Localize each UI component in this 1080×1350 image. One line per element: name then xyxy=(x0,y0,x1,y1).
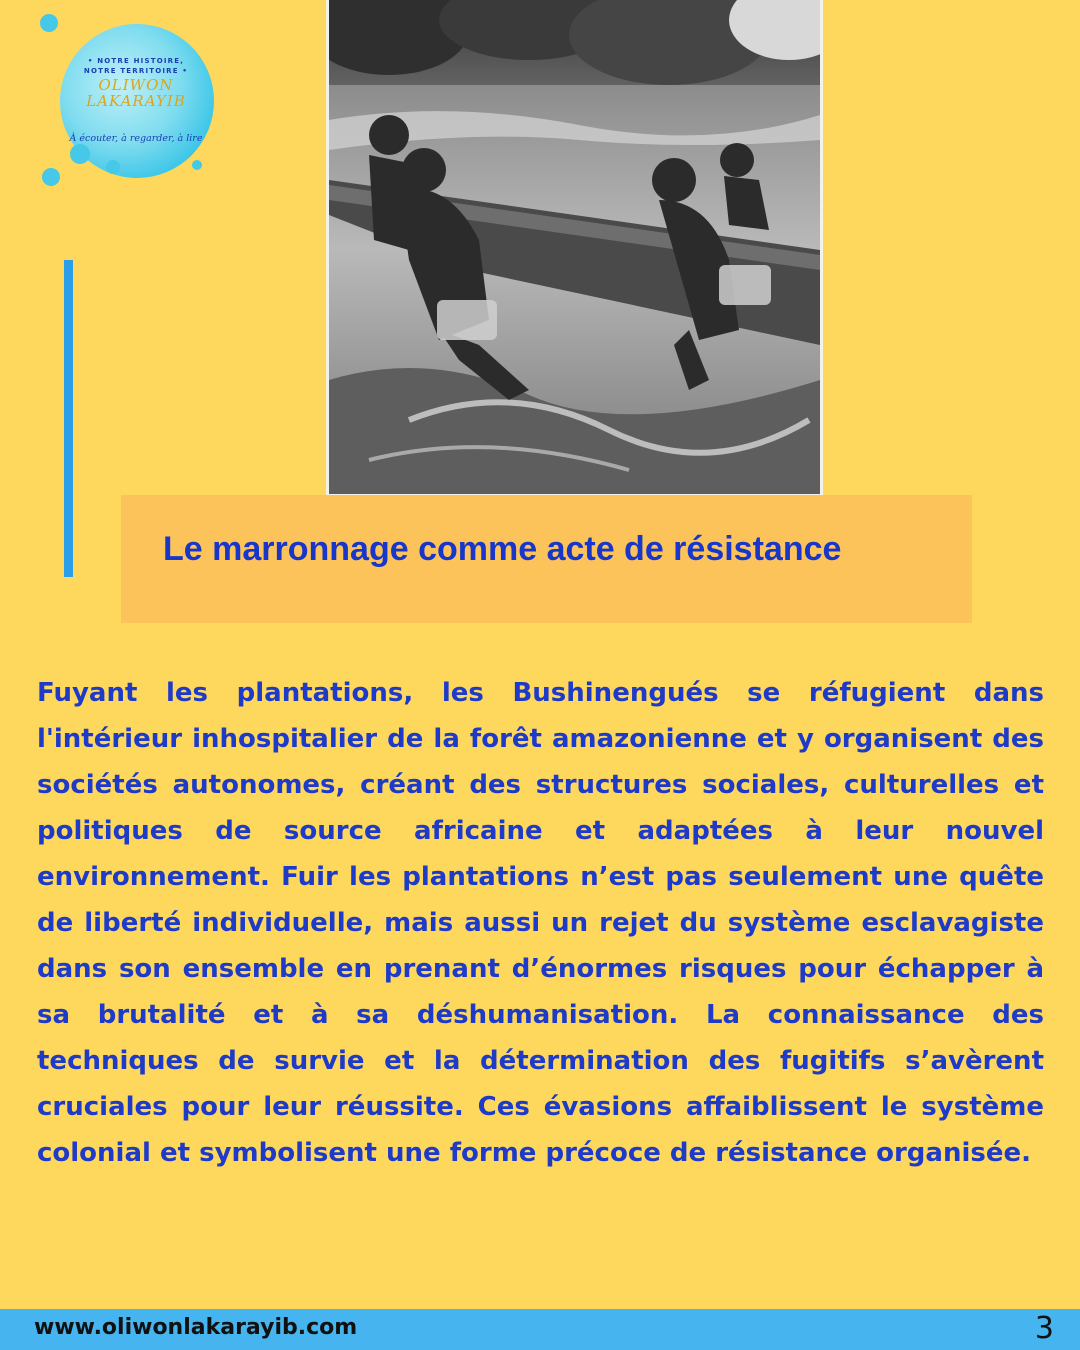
photo-illustration xyxy=(329,0,820,494)
logo-dot xyxy=(40,14,58,32)
logo-dot xyxy=(42,168,60,186)
logo-name xyxy=(66,77,206,109)
title-banner xyxy=(121,495,972,623)
website-link[interactable]: www.oliwonlakarayib.com xyxy=(34,1315,358,1340)
logo-top-line: • NOTRE HISTOIRE, xyxy=(87,57,185,65)
body-paragraph: Fuyant les plantations, les Bushinengués se réfugient dans l'intérieur inhospitalier de la forêt amazonienne et y organisent des sociétés autonomes, créant des structures sociales, culturelles et politiques de source africaine et adaptées à leur nouvel environnement. Fuir les plantations n’est pas seulement une quête de liberté individuelle, mais aussi un rejet du système esclavagiste dans son ensemble en prenant d’énormes risques pour échapper à sa brutalité et à sa déshumanisation. La connaissance des techniques de survie et la détermination des fugitifs s’avèrent cruciales pour leur réussite. Ces évasions affaiblissent le système colonial et symbolisent une forme précoce de résistance organisée. xyxy=(37,678,1044,1168)
logo-dot xyxy=(106,160,120,174)
footer-bar xyxy=(0,1309,1080,1350)
page-number: 3 xyxy=(1034,1311,1054,1346)
logo xyxy=(36,10,236,200)
logo-name-line: OLIWON xyxy=(98,76,174,94)
logo-top-line: NOTRE TERRITOIRE • xyxy=(83,67,189,75)
river-canoe-photo xyxy=(326,0,823,497)
logo-dot xyxy=(192,160,202,170)
logo-top-text xyxy=(66,56,206,76)
logo-name-line: LAKARAYIB xyxy=(86,92,186,110)
page-title: Le marronnage comme acte de résistance xyxy=(163,530,842,568)
logo-dot xyxy=(70,144,90,164)
logo-tagline: À écouter, à regarder, à lire xyxy=(69,133,203,144)
accent-bar xyxy=(64,260,73,577)
